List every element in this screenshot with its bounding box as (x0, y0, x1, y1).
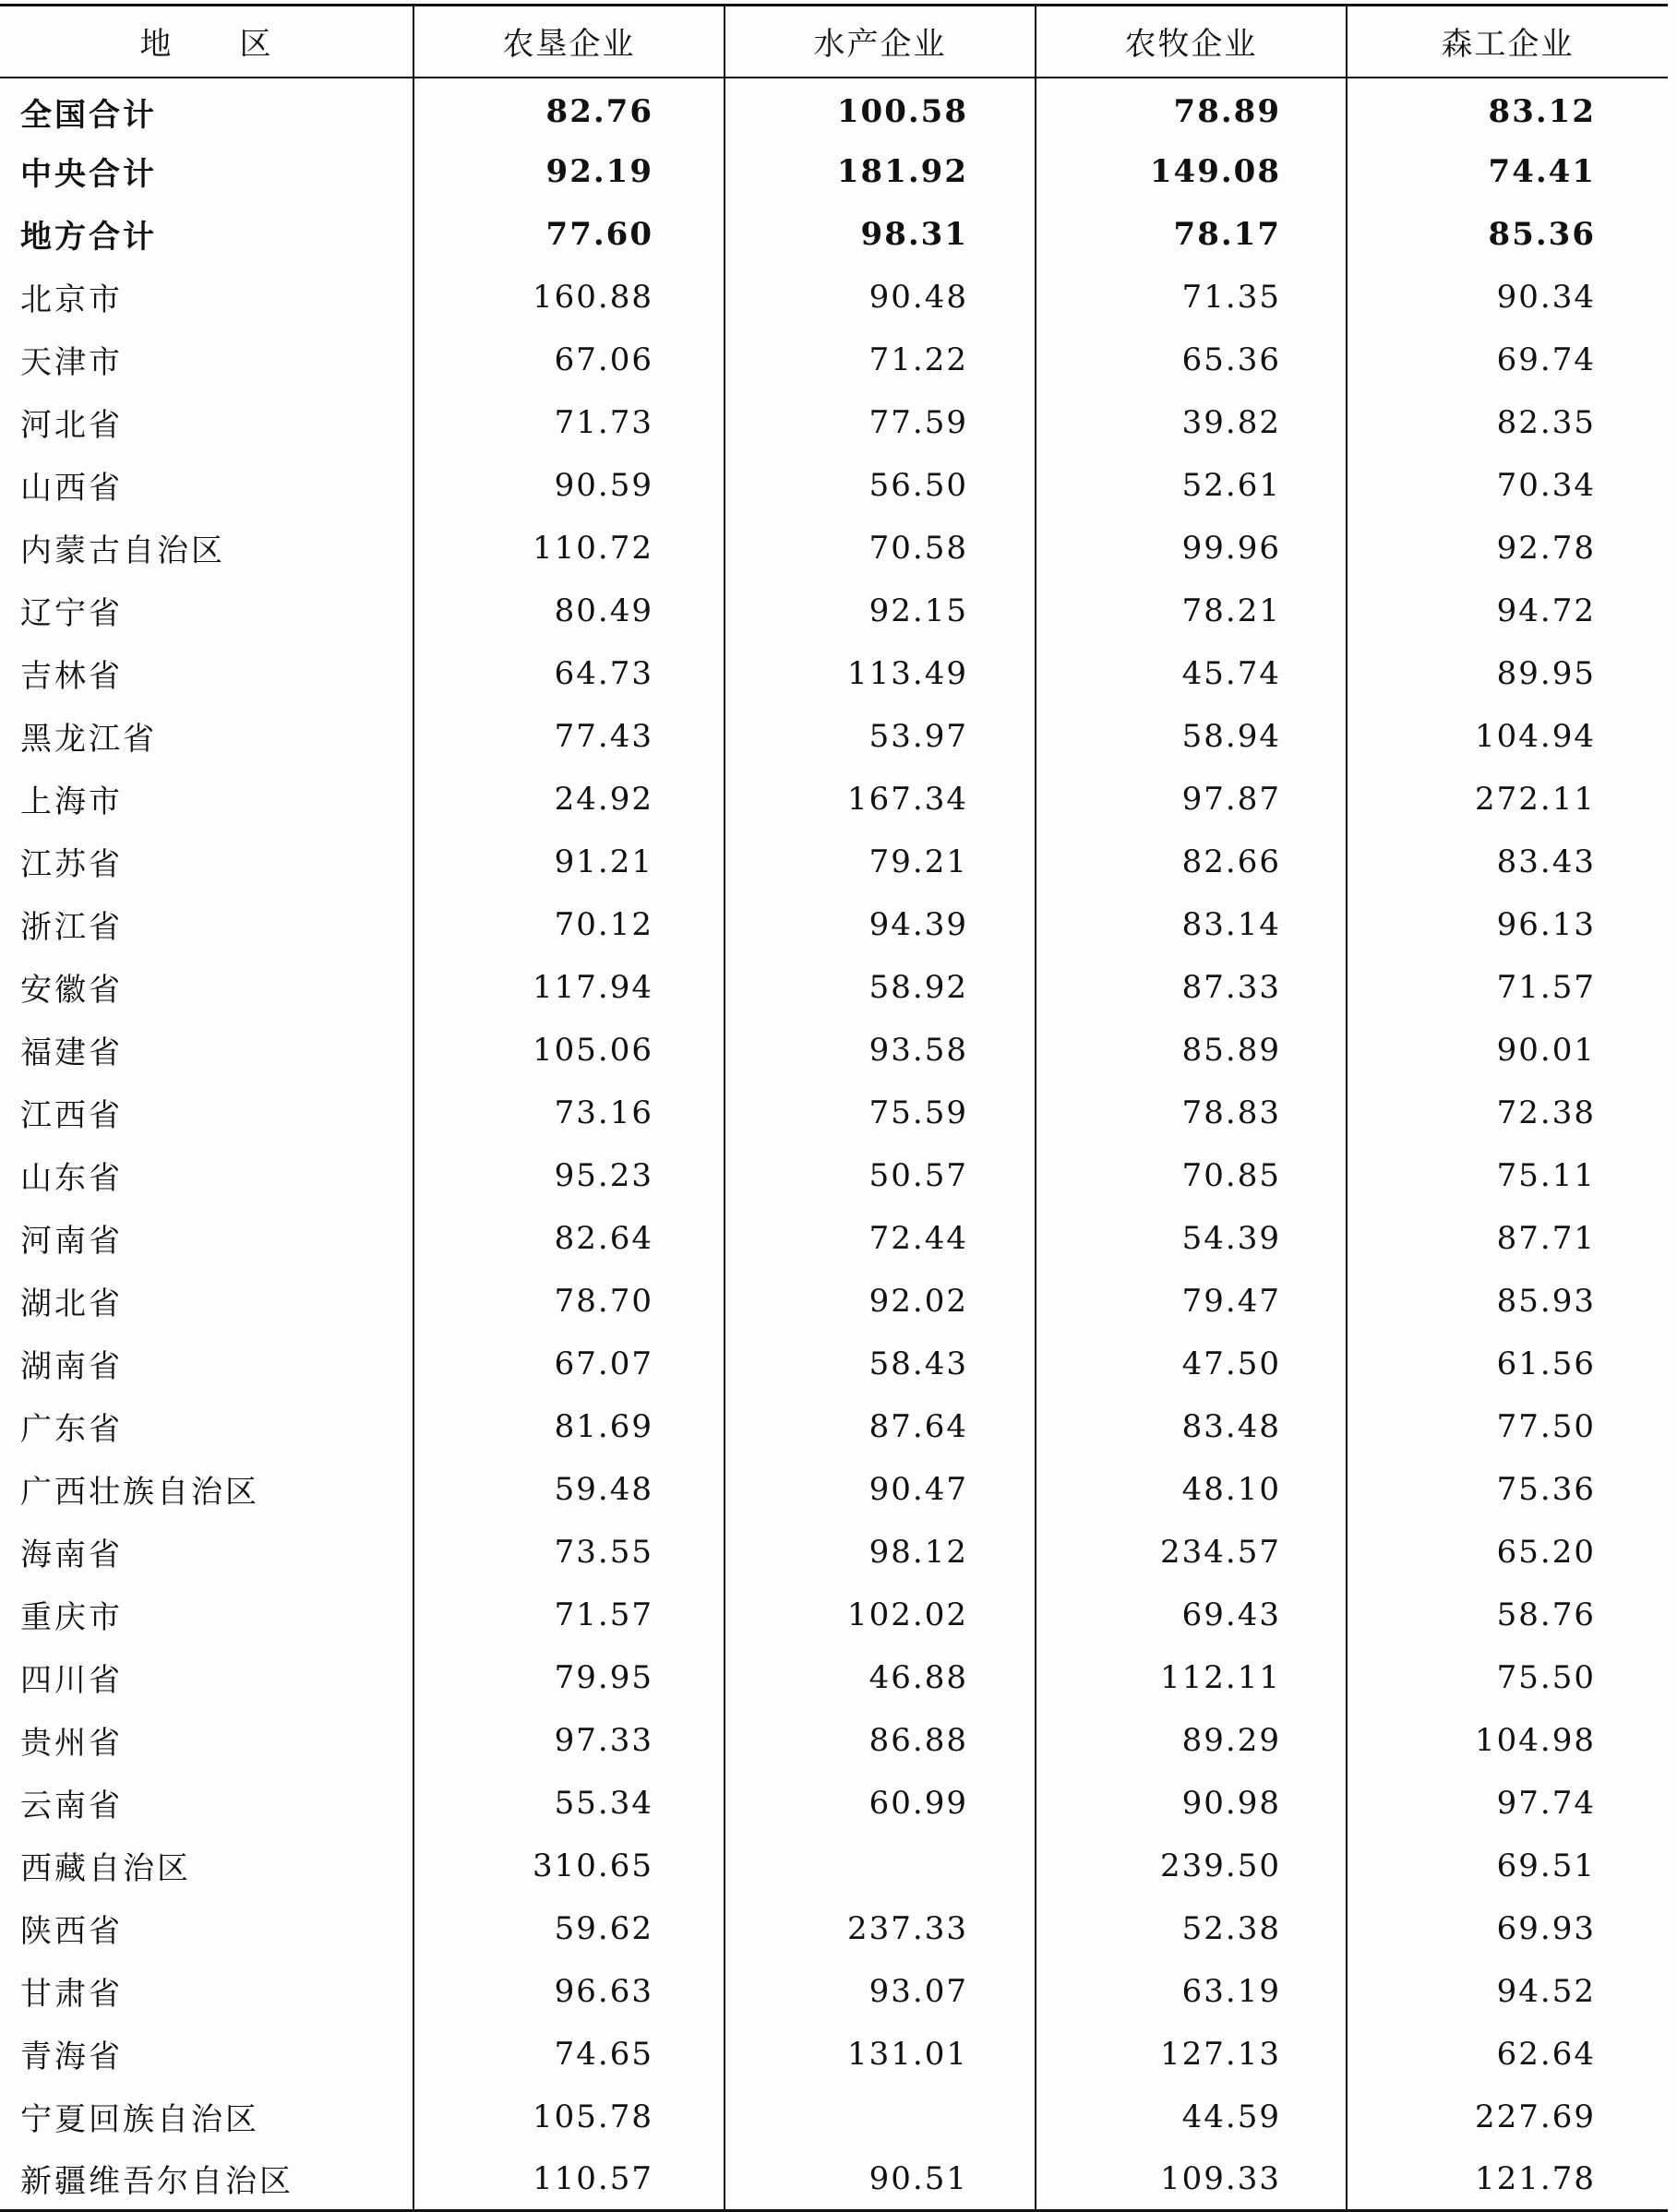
reclamation-value-cell: 71.73 (413, 391, 725, 454)
region-name-cell: 中央合计 (20, 156, 157, 193)
aquatic-value-cell (725, 1835, 1036, 1897)
agri-livestock-value-cell: 149.08 (1036, 140, 1347, 203)
agri-livestock-value-cell: 127.13 (1036, 2023, 1347, 2086)
aquatic-value-cell: 87.64 (725, 1395, 1036, 1458)
header-aquatic-enterprises: 水产企业 (725, 6, 1036, 78)
table-body (0, 78, 1668, 2211)
table-row (0, 893, 1668, 956)
aquatic-value-cell: 70.58 (725, 517, 1036, 580)
table-row (0, 329, 1668, 391)
region-name-cell: 海南省 (20, 1536, 123, 1573)
reclamation-value-cell: 24.92 (413, 768, 725, 831)
region-name-cell: 江苏省 (20, 846, 123, 883)
agri-livestock-value-cell: 97.87 (1036, 768, 1347, 831)
region-name-cell: 浙江省 (20, 909, 123, 946)
region-name-cell: 安徽省 (20, 972, 123, 1009)
forestry-value-cell: 70.34 (1347, 454, 1668, 517)
agri-livestock-value-cell: 52.38 (1036, 1897, 1347, 1960)
agri-livestock-value-cell: 69.43 (1036, 1584, 1347, 1646)
aquatic-value-cell: 90.47 (725, 1458, 1036, 1521)
table-row (0, 642, 1668, 705)
reclamation-value-cell: 310.65 (413, 1835, 725, 1897)
region-name-cell: 辽宁省 (20, 595, 123, 632)
reclamation-value-cell: 59.62 (413, 1897, 725, 1960)
forestry-value-cell: 82.35 (1347, 391, 1668, 454)
forestry-value-cell: 85.36 (1347, 203, 1668, 266)
forestry-value-cell: 74.41 (1347, 140, 1668, 203)
header-reclamation-enterprises: 农垦企业 (413, 6, 725, 78)
forestry-value-cell: 83.12 (1347, 78, 1668, 140)
header-forestry-enterprises: 森工企业 (1347, 6, 1668, 78)
regional-enterprise-table (0, 4, 1668, 2212)
table-row (0, 1458, 1668, 1521)
aquatic-value-cell: 46.88 (725, 1646, 1036, 1709)
aquatic-value-cell: 58.92 (725, 956, 1036, 1019)
table-row (0, 1772, 1668, 1835)
region-name-cell: 四川省 (20, 1662, 123, 1699)
agri-livestock-value-cell: 112.11 (1036, 1646, 1347, 1709)
forestry-value-cell: 104.94 (1347, 705, 1668, 768)
forestry-value-cell: 85.93 (1347, 1270, 1668, 1333)
forestry-value-cell: 75.11 (1347, 1144, 1668, 1207)
aquatic-value-cell: 94.39 (725, 893, 1036, 956)
table-row (0, 956, 1668, 1019)
reclamation-value-cell: 55.34 (413, 1772, 725, 1835)
reclamation-value-cell: 110.72 (413, 517, 725, 580)
forestry-value-cell: 96.13 (1347, 893, 1668, 956)
aquatic-value-cell: 86.88 (725, 1709, 1036, 1772)
agri-livestock-value-cell: 44.59 (1036, 2086, 1347, 2148)
aquatic-value-cell: 56.50 (725, 454, 1036, 517)
forestry-value-cell: 65.20 (1347, 1521, 1668, 1584)
forestry-value-cell: 61.56 (1347, 1333, 1668, 1395)
agri-livestock-value-cell: 109.33 (1036, 2148, 1347, 2211)
agri-livestock-value-cell: 90.98 (1036, 1772, 1347, 1835)
reclamation-value-cell: 92.19 (413, 140, 725, 203)
table-row (0, 454, 1668, 517)
reclamation-value-cell: 105.78 (413, 2086, 725, 2148)
reclamation-value-cell: 82.76 (413, 78, 725, 140)
forestry-value-cell: 69.51 (1347, 1835, 1668, 1897)
forestry-value-cell: 69.93 (1347, 1897, 1668, 1960)
reclamation-value-cell: 70.12 (413, 893, 725, 956)
aquatic-value-cell: 90.51 (725, 2148, 1036, 2211)
reclamation-value-cell: 67.07 (413, 1333, 725, 1395)
aquatic-value-cell: 93.58 (725, 1019, 1036, 1082)
forestry-value-cell: 72.38 (1347, 1082, 1668, 1144)
header-row (0, 6, 1668, 78)
aquatic-value-cell: 58.43 (725, 1333, 1036, 1395)
reclamation-value-cell: 67.06 (413, 329, 725, 391)
agri-livestock-value-cell: 54.39 (1036, 1207, 1347, 1270)
agri-livestock-value-cell: 70.85 (1036, 1144, 1347, 1207)
reclamation-value-cell: 97.33 (413, 1709, 725, 1772)
agri-livestock-value-cell: 47.50 (1036, 1333, 1347, 1395)
agri-livestock-value-cell: 89.29 (1036, 1709, 1347, 1772)
aquatic-value-cell: 181.92 (725, 140, 1036, 203)
region-name-cell: 河北省 (20, 407, 123, 444)
forestry-value-cell: 227.69 (1347, 2086, 1668, 2148)
agri-livestock-value-cell: 85.89 (1036, 1019, 1347, 1082)
aquatic-value-cell (725, 2086, 1036, 2148)
region-name-cell: 上海市 (20, 783, 123, 820)
region-name-cell: 青海省 (20, 2039, 123, 2075)
table-row (0, 1709, 1668, 1772)
agri-livestock-value-cell: 82.66 (1036, 831, 1347, 893)
region-name-cell: 云南省 (20, 1788, 123, 1824)
table-row (0, 1333, 1668, 1395)
region-name-cell: 湖北省 (20, 1285, 123, 1322)
agri-livestock-value-cell: 71.35 (1036, 266, 1347, 329)
reclamation-value-cell: 95.23 (413, 1144, 725, 1207)
table-row (0, 203, 1668, 266)
forestry-value-cell: 104.98 (1347, 1709, 1668, 1772)
region-name-cell: 地方合计 (20, 219, 157, 256)
table-row (0, 1395, 1668, 1458)
region-name-cell: 重庆市 (20, 1599, 123, 1636)
table-row (0, 2148, 1668, 2211)
aquatic-value-cell: 53.97 (725, 705, 1036, 768)
region-name-cell: 甘肃省 (20, 1976, 123, 2013)
region-name-cell: 河南省 (20, 1223, 123, 1260)
table-row (0, 391, 1668, 454)
region-name-cell: 山东省 (20, 1160, 123, 1197)
aquatic-value-cell: 60.99 (725, 1772, 1036, 1835)
region-name-cell: 吉林省 (20, 658, 123, 695)
table-row (0, 517, 1668, 580)
forestry-value-cell: 94.52 (1347, 1960, 1668, 2023)
aquatic-value-cell: 92.15 (725, 580, 1036, 642)
region-name-cell: 宁夏回族自治区 (20, 2101, 259, 2138)
region-name-cell: 西藏自治区 (20, 1850, 191, 1887)
agri-livestock-value-cell: 78.83 (1036, 1082, 1347, 1144)
forestry-value-cell: 58.76 (1347, 1584, 1668, 1646)
region-name-cell: 江西省 (20, 1097, 123, 1134)
aquatic-value-cell: 93.07 (725, 1960, 1036, 2023)
forestry-value-cell: 97.74 (1347, 1772, 1668, 1835)
aquatic-value-cell: 98.31 (725, 203, 1036, 266)
forestry-value-cell: 62.64 (1347, 2023, 1668, 2086)
aquatic-value-cell: 92.02 (725, 1270, 1036, 1333)
agri-livestock-value-cell: 78.89 (1036, 78, 1347, 140)
agri-livestock-value-cell: 83.48 (1036, 1395, 1347, 1458)
region-name-cell: 福建省 (20, 1034, 123, 1071)
aquatic-value-cell: 102.02 (725, 1584, 1036, 1646)
aquatic-value-cell: 98.12 (725, 1521, 1036, 1584)
aquatic-value-cell: 167.34 (725, 768, 1036, 831)
table-row (0, 2086, 1668, 2148)
table-row (0, 1270, 1668, 1333)
reclamation-value-cell: 105.06 (413, 1019, 725, 1082)
agri-livestock-value-cell: 52.61 (1036, 454, 1347, 517)
reclamation-value-cell: 73.55 (413, 1521, 725, 1584)
table-row (0, 705, 1668, 768)
reclamation-value-cell: 74.65 (413, 2023, 725, 2086)
region-name-cell: 黑龙江省 (20, 721, 157, 758)
forestry-value-cell: 75.36 (1347, 1458, 1668, 1521)
reclamation-value-cell: 77.60 (413, 203, 725, 266)
header-agri-livestock-enterprises: 农牧企业 (1036, 6, 1347, 78)
table-row (0, 1584, 1668, 1646)
region-name-cell: 广西壮族自治区 (20, 1474, 259, 1511)
table-row (0, 1835, 1668, 1897)
agri-livestock-value-cell: 48.10 (1036, 1458, 1347, 1521)
table-row (0, 831, 1668, 893)
forestry-value-cell: 272.11 (1347, 768, 1668, 831)
header-region: 地 区 (139, 26, 273, 64)
region-name-cell: 全国合计 (20, 96, 157, 134)
table-row (0, 1082, 1668, 1144)
agri-livestock-value-cell: 83.14 (1036, 893, 1347, 956)
table-row (0, 1646, 1668, 1709)
agri-livestock-value-cell: 63.19 (1036, 1960, 1347, 2023)
table-row (0, 1144, 1668, 1207)
agri-livestock-value-cell: 239.50 (1036, 1835, 1347, 1897)
forestry-value-cell: 77.50 (1347, 1395, 1668, 1458)
agri-livestock-value-cell: 39.82 (1036, 391, 1347, 454)
forestry-value-cell: 69.74 (1347, 329, 1668, 391)
reclamation-value-cell: 91.21 (413, 831, 725, 893)
table-row (0, 1207, 1668, 1270)
aquatic-value-cell: 79.21 (725, 831, 1036, 893)
reclamation-value-cell: 64.73 (413, 642, 725, 705)
forestry-value-cell: 75.50 (1347, 1646, 1668, 1709)
agri-livestock-value-cell: 99.96 (1036, 517, 1347, 580)
table-row (0, 1960, 1668, 2023)
table-row (0, 1897, 1668, 1960)
agri-livestock-value-cell: 78.21 (1036, 580, 1347, 642)
aquatic-value-cell: 237.33 (725, 1897, 1036, 1960)
region-name-cell: 北京市 (20, 281, 123, 318)
aquatic-value-cell: 131.01 (725, 2023, 1036, 2086)
table-row (0, 2023, 1668, 2086)
forestry-value-cell: 89.95 (1347, 642, 1668, 705)
reclamation-value-cell: 117.94 (413, 956, 725, 1019)
reclamation-value-cell: 80.49 (413, 580, 725, 642)
region-name-cell: 天津市 (20, 344, 123, 381)
aquatic-value-cell: 77.59 (725, 391, 1036, 454)
reclamation-value-cell: 81.69 (413, 1395, 725, 1458)
region-name-cell: 湖南省 (20, 1348, 123, 1385)
region-name-cell: 内蒙古自治区 (20, 532, 225, 569)
table-row (0, 580, 1668, 642)
aquatic-value-cell: 50.57 (725, 1144, 1036, 1207)
table-header (0, 6, 1668, 78)
forestry-value-cell: 87.71 (1347, 1207, 1668, 1270)
aquatic-value-cell: 72.44 (725, 1207, 1036, 1270)
reclamation-value-cell: 73.16 (413, 1082, 725, 1144)
table-row (0, 140, 1668, 203)
forestry-value-cell: 71.57 (1347, 956, 1668, 1019)
agri-livestock-value-cell: 65.36 (1036, 329, 1347, 391)
agri-livestock-value-cell: 79.47 (1036, 1270, 1347, 1333)
agri-livestock-value-cell: 58.94 (1036, 705, 1347, 768)
region-name-cell: 新疆维吾尔自治区 (20, 2163, 293, 2201)
aquatic-value-cell: 75.59 (725, 1082, 1036, 1144)
table-row (0, 1521, 1668, 1584)
region-name-cell: 陕西省 (20, 1913, 123, 1950)
forestry-value-cell: 83.43 (1347, 831, 1668, 893)
aquatic-value-cell: 90.48 (725, 266, 1036, 329)
region-name-cell: 山西省 (20, 470, 123, 507)
aquatic-value-cell: 113.49 (725, 642, 1036, 705)
reclamation-value-cell: 59.48 (413, 1458, 725, 1521)
table-row (0, 1019, 1668, 1082)
reclamation-value-cell: 71.57 (413, 1584, 725, 1646)
region-name-cell: 广东省 (20, 1411, 123, 1448)
aquatic-value-cell: 71.22 (725, 329, 1036, 391)
forestry-value-cell: 90.34 (1347, 266, 1668, 329)
agri-livestock-value-cell: 45.74 (1036, 642, 1347, 705)
forestry-value-cell: 90.01 (1347, 1019, 1668, 1082)
agri-livestock-value-cell: 87.33 (1036, 956, 1347, 1019)
reclamation-value-cell: 96.63 (413, 1960, 725, 2023)
aquatic-value-cell: 100.58 (725, 78, 1036, 140)
region-name-cell: 贵州省 (20, 1725, 123, 1762)
table-row (0, 78, 1668, 140)
reclamation-value-cell: 90.59 (413, 454, 725, 517)
reclamation-value-cell: 110.57 (413, 2148, 725, 2211)
agri-livestock-value-cell: 234.57 (1036, 1521, 1347, 1584)
agri-livestock-value-cell: 78.17 (1036, 203, 1347, 266)
reclamation-value-cell: 160.88 (413, 266, 725, 329)
table-row (0, 266, 1668, 329)
forestry-value-cell: 94.72 (1347, 580, 1668, 642)
reclamation-value-cell: 77.43 (413, 705, 725, 768)
reclamation-value-cell: 78.70 (413, 1270, 725, 1333)
reclamation-value-cell: 79.95 (413, 1646, 725, 1709)
table-row (0, 768, 1668, 831)
reclamation-value-cell: 82.64 (413, 1207, 725, 1270)
forestry-value-cell: 92.78 (1347, 517, 1668, 580)
forestry-value-cell: 121.78 (1347, 2148, 1668, 2211)
